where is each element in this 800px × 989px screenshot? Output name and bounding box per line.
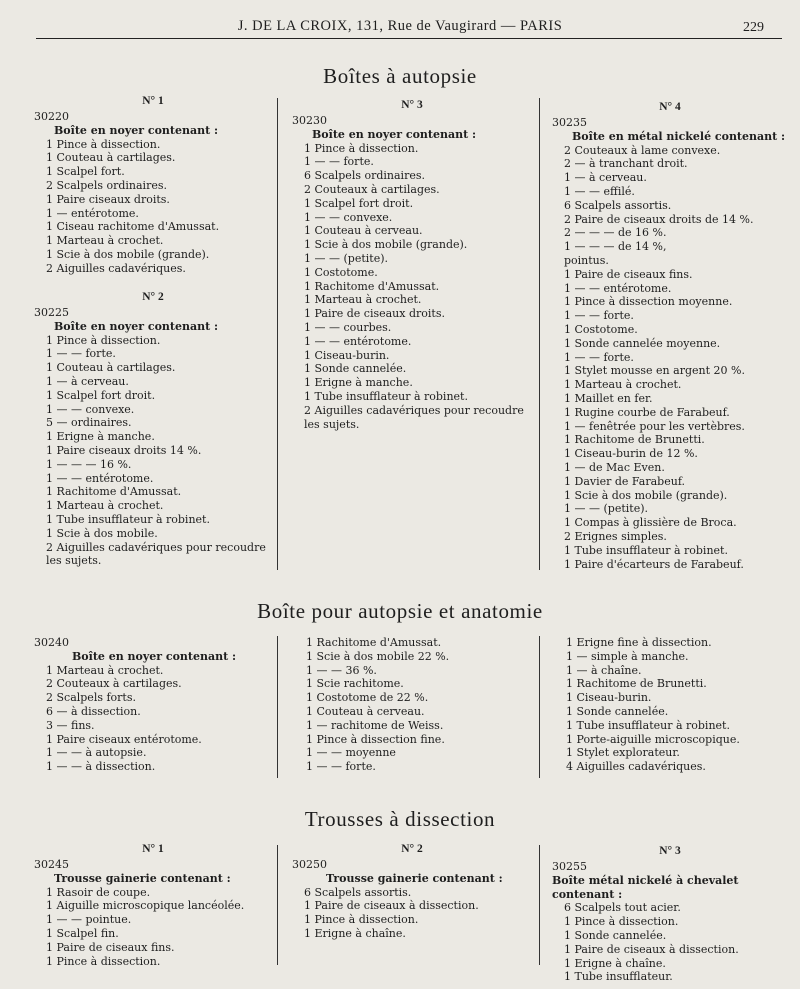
catalog-code: 30220	[34, 110, 69, 123]
list-item: 1 Marteau à crochet.	[46, 663, 164, 677]
list-item: 1 Sonde cannelée moyenne.	[564, 336, 721, 350]
list-item: 2 Couteaux à lame convexe.	[564, 143, 721, 157]
list-item: 2 — à tranchant droit.	[564, 157, 688, 171]
box-intro: Trousse gainerie contenant :	[54, 871, 231, 885]
box-number: N° 2	[142, 291, 164, 303]
item-list	[566, 636, 788, 774]
list-item: 1 Marteau à crochet.	[564, 378, 682, 392]
column-divider	[539, 98, 540, 570]
list-item: 1 Compas à glissière de Broca.	[564, 516, 737, 530]
list-item: 1 Tube insufflateur à robinet.	[46, 512, 210, 526]
column-divider	[277, 845, 278, 965]
list-item: 2 Couteaux à cartilages.	[304, 182, 440, 196]
list-item: 1 — — 36 %.	[306, 663, 377, 677]
list-item: 1 Scalpel fort droit.	[46, 388, 156, 402]
list-item: 1 Erigne à chaîne.	[304, 926, 406, 940]
list-item: 6 Scalpels assortis.	[304, 885, 412, 899]
item-list	[34, 334, 272, 569]
box-intro: Boîte en noyer contenant :	[72, 649, 237, 663]
list-item: 1 — — forte.	[306, 760, 376, 774]
list-item: 1 Marteau à crochet.	[46, 234, 164, 248]
list-item: 1 — à cerveau.	[46, 374, 129, 388]
item-list	[552, 144, 788, 572]
item-list	[292, 142, 532, 432]
list-item: 1 — — — de 14 %,	[564, 240, 667, 254]
catalog-code: 30245	[34, 858, 69, 871]
box-number: N° 2	[401, 843, 423, 855]
column-divider	[277, 636, 278, 778]
list-item: 1 — de Mac Even.	[564, 460, 665, 474]
list-item: 6 Scalpels tout acier.	[564, 901, 681, 915]
list-item: 1 Costotome.	[304, 265, 378, 279]
list-item: 1 Pince à dissection moyenne.	[564, 295, 733, 309]
list-item: 1 Scie rachitome.	[306, 677, 404, 691]
list-item: 1 Pince à dissection.	[46, 954, 161, 968]
page-number: 229	[743, 20, 764, 35]
list-item: 1 Costotome.	[564, 322, 638, 336]
item-list	[306, 636, 534, 774]
list-item: 1 Scalpel fin.	[46, 926, 119, 940]
list-item: 2 Aiguilles cadavériques pour recoudre les sujets.	[46, 540, 266, 568]
list-item: 1 Rugine courbe de Farabeuf.	[564, 405, 730, 419]
box-1-autopsie	[34, 94, 272, 276]
box-number: N° 1	[142, 95, 164, 107]
list-item: 1 Ciseau-burin.	[566, 691, 652, 705]
list-item: 1 — à chaîne.	[566, 663, 642, 677]
list-item: 1 — — courbes.	[304, 320, 392, 334]
list-item: 1 Davier de Farabeuf.	[564, 474, 685, 488]
item-list	[292, 886, 532, 941]
list-item: 1 Paire de ciseaux à dissection.	[564, 942, 739, 956]
box-2-autopsie	[34, 290, 272, 568]
trousse-1	[34, 842, 272, 968]
trousse-3	[552, 844, 788, 984]
list-item: 1 — fenêtrée pour les vertèbres.	[564, 419, 745, 433]
list-item: 1 Paire de ciseaux droits.	[304, 307, 445, 321]
list-item: 1 — — convexe.	[46, 402, 135, 416]
header-rule	[36, 38, 782, 39]
column-divider	[277, 98, 278, 570]
list-item: 1 — — à dissection.	[46, 760, 156, 774]
list-item: 1 Paire ciseaux droits.	[46, 192, 170, 206]
list-item: 1 Tube insufflateur à robinet.	[304, 389, 468, 403]
list-item: 1 Scalpel fort droit.	[304, 196, 414, 210]
list-item: 2 Scalpels forts.	[46, 691, 136, 705]
list-item: 1 — rachitome de Weiss.	[306, 718, 444, 732]
box-number: N° 1	[142, 843, 164, 855]
list-item: 1 Ciseau rachitome d'Amussat.	[46, 220, 220, 234]
list-item: 1 — — forte.	[564, 309, 634, 323]
trousse-2	[292, 842, 532, 941]
page-header-title: J. DE LA CROIX, 131, Rue de Vaugirard — PARIS	[237, 18, 563, 34]
list-item: 1 Rachitome de Brunetti.	[566, 677, 707, 691]
list-item: 1 Rachitome de Brunetti.	[564, 433, 705, 447]
column-divider	[539, 845, 540, 965]
list-item: 1 Erigne à manche.	[46, 430, 155, 444]
catalog-code: 30240	[34, 636, 69, 649]
list-item: 1 Maillet en fer.	[564, 391, 653, 405]
list-item: 1 Stylet explorateur.	[566, 746, 680, 760]
list-item: 1 — — (petite).	[564, 502, 648, 516]
list-item: 4 Aiguilles cadavériques.	[566, 760, 706, 774]
list-item: 1 — — pointue.	[46, 913, 132, 927]
list-item: 1 Paire ciseaux entérotome.	[46, 732, 202, 746]
list-item: 1 — entérotome.	[46, 206, 139, 220]
list-item: 2 Aiguilles cadavériques.	[46, 261, 186, 275]
list-item: 1 Pince à dissection.	[304, 913, 419, 927]
list-item: 1 Couteau à cerveau.	[306, 704, 425, 718]
list-item: 1 Paire de ciseaux fins.	[564, 267, 693, 281]
item-list	[34, 886, 272, 969]
list-item: 1 — — forte.	[564, 350, 634, 364]
box-intro: Boîte en noyer contenant :	[312, 127, 477, 141]
section-title-autopsie: Boîtes à autopsie	[323, 64, 477, 88]
list-item: 1 Marteau à crochet.	[46, 499, 164, 513]
catalog-code: 30255	[552, 860, 587, 873]
list-item: 1 — — entérotome.	[304, 334, 412, 348]
list-item: 1 Tube insufflateur.	[564, 970, 673, 984]
list-item: 6 Scalpels ordinaires.	[304, 169, 425, 183]
list-item: 1 Pince à dissection.	[564, 915, 679, 929]
box-3-autopsie	[292, 98, 532, 431]
list-item: 1 — simple à manche.	[566, 649, 689, 663]
list-item: 1 Paire de ciseaux fins.	[46, 940, 175, 954]
list-item: 2 — — — de 16 %.	[564, 226, 667, 240]
list-item: 1 Rachitome d'Amussat.	[304, 279, 440, 293]
list-item: 1 — — entérotome.	[564, 281, 672, 295]
catalog-code: 30235	[552, 116, 587, 129]
list-item: 1 Scie à dos mobile (grande).	[564, 488, 728, 502]
box-4-autopsie	[552, 100, 788, 571]
list-item: 1 Erigne fine à dissection.	[566, 636, 712, 649]
list-item: pointus.	[564, 253, 609, 267]
list-item: 1 Ciseau-burin de 12 %.	[564, 447, 698, 461]
list-item: 6 Scalpels assortis.	[564, 198, 672, 212]
box-intro: Boîte métal nickelé à chevalet contenant :	[552, 873, 739, 901]
list-item: 1 — — convexe.	[304, 210, 393, 224]
list-item: 1 — — moyenne	[306, 746, 396, 760]
list-item: 1 Paire de ciseaux à dissection.	[304, 899, 479, 913]
list-item: 1 Rachitome d'Amussat.	[46, 485, 182, 499]
list-item: 3 — fins.	[46, 718, 95, 732]
box-intro: Boîte en noyer contenant :	[54, 123, 219, 137]
list-item: 2 Paire de ciseaux droits de 14 %.	[564, 212, 754, 226]
list-item: 2 Scalpels ordinaires.	[46, 178, 167, 192]
list-item: 1 Scie à dos mobile (grande).	[46, 247, 210, 261]
list-item: 2 Couteaux à cartilages.	[46, 677, 182, 691]
list-item: 1 Rasoir de coupe.	[46, 885, 151, 899]
list-item: 1 — — à autopsie.	[46, 746, 147, 760]
box-intro: Boîte en noyer contenant :	[54, 319, 219, 333]
list-item: 1 Sonde cannelée.	[566, 704, 669, 718]
list-item: 1 Pince à dissection fine.	[306, 732, 445, 746]
list-item: 1 — à cerveau.	[564, 171, 647, 185]
list-item: 1 Paire ciseaux droits 14 %.	[46, 443, 202, 457]
section-title-anatomie: Boîte pour autopsie et anatomie	[257, 599, 543, 623]
anatomie-col-1	[34, 636, 272, 774]
box-intro: Boîte en métal nickelé contenant :	[572, 129, 786, 143]
item-list	[34, 138, 272, 276]
list-item: 1 Couteau à cerveau.	[304, 224, 423, 238]
list-item: 1 Erigne à manche.	[304, 376, 413, 390]
anatomie-col-2	[306, 636, 534, 774]
list-item: 1 Marteau à crochet.	[304, 293, 422, 307]
list-item: 1 Rachitome d'Amussat.	[306, 636, 442, 649]
list-item: 1 Scie à dos mobile.	[46, 526, 158, 540]
list-item: 1 — — forte.	[46, 347, 116, 361]
item-list	[552, 901, 788, 984]
list-item: 1 — — effilé.	[564, 184, 635, 198]
section-title-trousses: Trousses à dissection	[304, 807, 496, 831]
list-item: 1 Paire d'écarteurs de Farabeuf.	[564, 557, 744, 571]
catalog-code: 30225	[34, 306, 69, 319]
list-item: 1 Costotome de 22 %.	[306, 691, 429, 705]
list-item: 1 Couteau à cartilages.	[46, 361, 176, 375]
list-item: 1 — — entérotome.	[46, 471, 154, 485]
list-item: 1 Tube insufflateur à robinet.	[566, 718, 730, 732]
list-item: 1 Tube insufflateur à robinet.	[564, 543, 728, 557]
list-item: 1 Sonde cannelée.	[304, 362, 407, 376]
list-item: 1 Porte-aiguille microscopique.	[566, 732, 740, 746]
item-list	[34, 664, 272, 774]
list-item: 1 — — (petite).	[304, 251, 388, 265]
list-item: 1 Scalpel fort.	[46, 165, 125, 179]
list-item: 6 — à dissection.	[46, 704, 141, 718]
column-divider	[539, 636, 540, 778]
list-item: 1 Scie à dos mobile 22 %.	[306, 649, 450, 663]
anatomie-col-3	[566, 636, 788, 774]
list-item: 1 Stylet mousse en argent 20 %.	[564, 364, 745, 378]
list-item: 1 Pince à dissection.	[304, 141, 419, 155]
catalog-code: 30230	[292, 114, 327, 127]
list-item: 1 Ciseau-burin.	[304, 348, 390, 362]
box-number: N° 4	[659, 101, 681, 113]
list-item: 1 Erigne à chaîne.	[564, 956, 666, 970]
list-item: 2 Aiguilles cadavériques pour recoudre les sujets.	[304, 403, 524, 431]
box-intro: Trousse gainerie contenant :	[326, 871, 503, 885]
list-item: 1 — — forte.	[304, 155, 374, 169]
list-item: 1 — — — 16 %.	[46, 457, 132, 471]
list-item: 1 Scie à dos mobile (grande).	[304, 238, 468, 252]
list-item: 1 Pince à dissection.	[46, 137, 161, 151]
box-number: N° 3	[659, 845, 681, 857]
list-item: 1 Pince à dissection.	[46, 333, 161, 347]
list-item: 1 Couteau à cartilages.	[46, 151, 176, 165]
list-item: 2 Erignes simples.	[564, 529, 667, 543]
catalog-code: 30250	[292, 858, 327, 871]
list-item: 1 Sonde cannelée.	[564, 928, 667, 942]
box-number: N° 3	[401, 99, 423, 111]
list-item: 5 — ordinaires.	[46, 416, 132, 430]
list-item: 1 Aiguille microscopique lancéolée.	[46, 899, 245, 913]
